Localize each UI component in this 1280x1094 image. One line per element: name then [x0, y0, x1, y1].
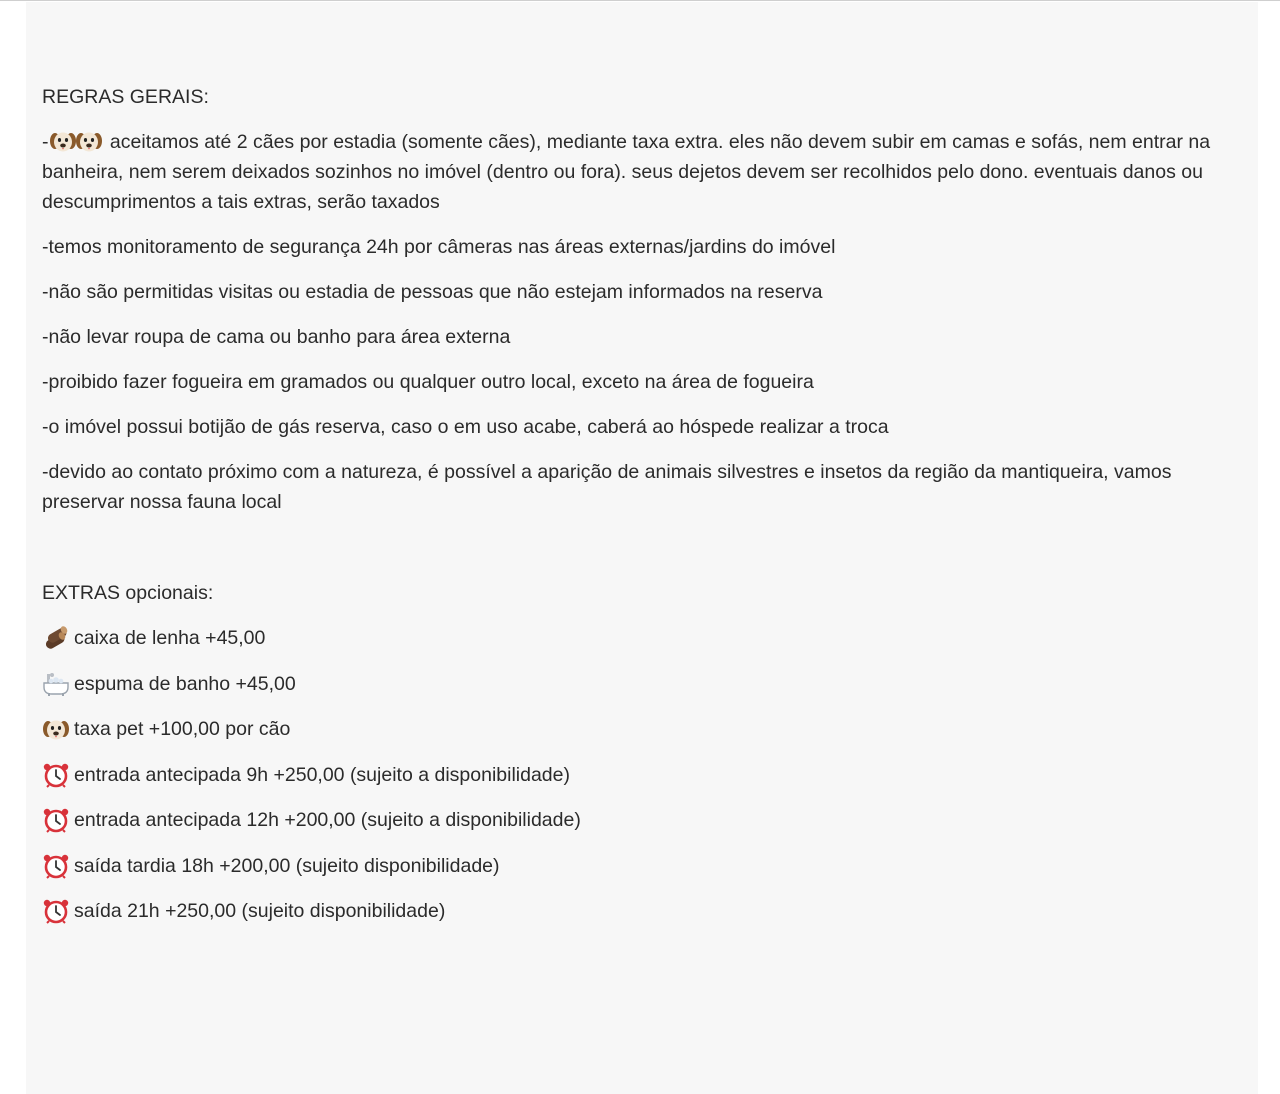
bathtub-icon	[42, 671, 70, 697]
extra-label: entrada antecipada 12h +200,00 (sujeito a disponibilidade)	[74, 809, 581, 831]
rule-item-monitoring: -temos monitoramento de segurança 24h por câmeras nas áreas externas/jardins do imóvel	[42, 236, 836, 258]
extra-item-pet-fee	[42, 714, 1232, 744]
rule-item-bonfire: -proibido fazer fogueira em gramados ou qualquer outro local, exceto na área de fogueira	[42, 371, 814, 393]
rule-item-pets	[42, 127, 1232, 217]
message-card	[26, 2, 1258, 1094]
rule-text: aceitamos até 2 cães por estadia (somente cães), mediante taxa extra. eles não devem subir em camas e sofás, nem entrar na banheira, nem serem deixados sozinhos no imóvel (dentro ou fora). seus dejetos devem ser recolhidos pelo dono. eventuais danos ou descumprimentos a tais extras, serão taxados	[42, 131, 1211, 213]
dog-face-icon	[49, 128, 77, 154]
dog-icons	[49, 128, 101, 154]
extras-heading: EXTRAS opcionais:	[42, 582, 214, 604]
extra-label: saída tardia 18h +200,00 (sujeito disponibilidade)	[74, 854, 500, 877]
extra-label: espuma de banho +45,00	[74, 672, 296, 695]
extra-label: caixa de lenha +45,00	[74, 627, 266, 649]
rule-item-linen: -não levar roupa de cama ou banho para área externa	[42, 326, 511, 348]
rule-prefix: -	[42, 131, 49, 153]
extra-label: entrada antecipada 9h +250,00 (sujeito a disponibilidade)	[74, 763, 570, 786]
extra-item-bath-foam	[42, 669, 1232, 699]
rule-item-wildlife: -devido ao contato próximo com a natureza, é possível a aparição de animais silvestres e insetos da região da mantiqueira, vamos preservar nossa fauna local	[42, 461, 1172, 513]
extra-item-late-checkout-18h	[42, 851, 1232, 881]
dog-face-icon	[42, 716, 70, 742]
rule-item-visits: -não são permitidas visitas ou estadia de pessoas que não estejam informados na reserva	[42, 281, 823, 303]
section-spacer	[42, 532, 1232, 578]
extra-label: saída 21h +250,00 (sujeito disponibilidade)	[74, 900, 446, 922]
top-divider	[0, 0, 1280, 1]
dog-face-icon	[75, 128, 103, 154]
alarm-clock-icon	[42, 853, 70, 879]
extra-label: taxa pet +100,00 por cão	[74, 718, 291, 740]
extra-item-firewood	[42, 623, 1232, 653]
extra-item-early-checkin-9h	[42, 760, 1232, 790]
firewood-icon	[42, 625, 70, 651]
rules-heading: REGRAS GERAIS:	[42, 86, 209, 108]
extra-item-late-checkout-21h	[42, 896, 1232, 926]
alarm-clock-icon	[42, 762, 70, 788]
alarm-clock-icon	[42, 898, 70, 924]
rule-item-gas: -o imóvel possui botijão de gás reserva, caso o em uso acabe, caberá ao hóspede realizar a troca	[42, 416, 889, 438]
alarm-clock-icon	[42, 807, 70, 833]
message-content	[42, 82, 1232, 942]
extra-item-early-checkin-12h	[42, 805, 1232, 835]
